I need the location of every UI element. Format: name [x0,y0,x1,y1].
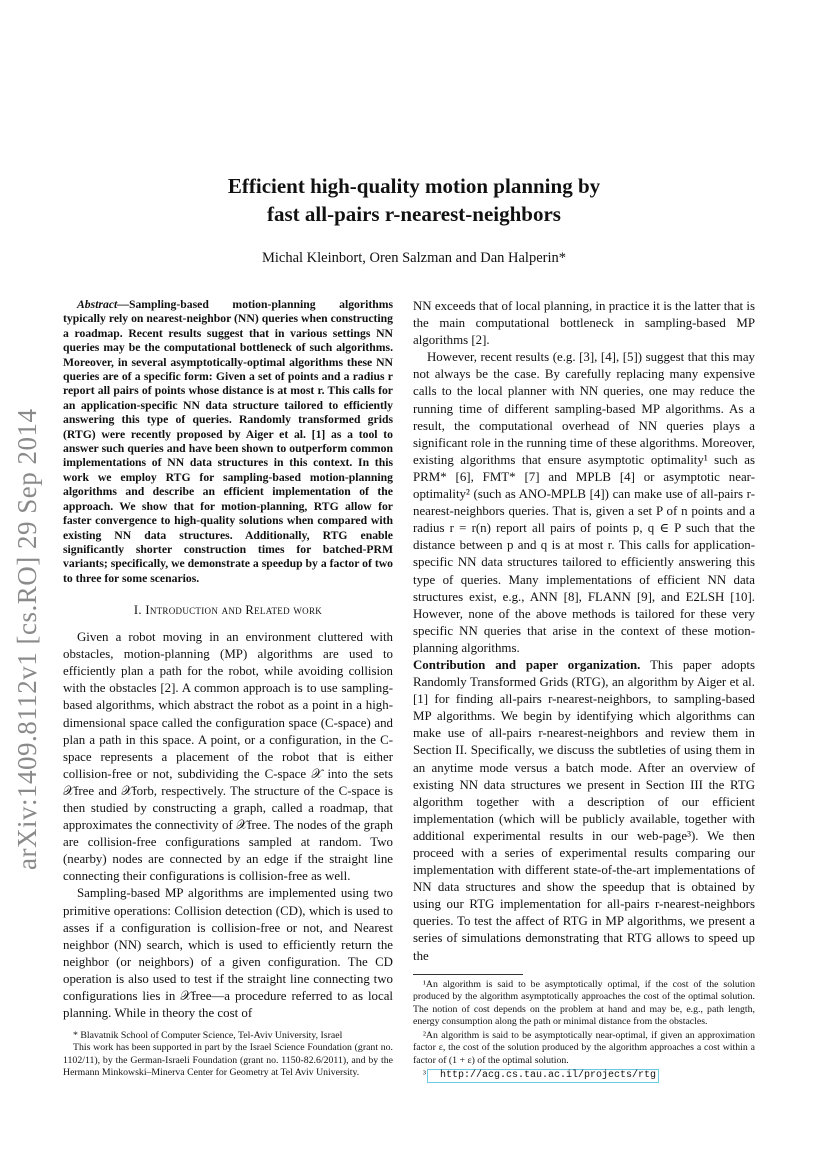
footnote-3-mark: ³ [423,1069,426,1081]
right-paragraph-2: However, recent results (e.g. [3], [4], [5]) suggest that this may not always be the case. By carefully replacing many expensive calls to the local planner with NN queries, one may reduce the running time of different sampling-based MP algorithms. As a result, the computational overhead of NN queries plays a significant role in the running time of these algorithms. Moreover, existing algorithms that ensure asymptotic optimality¹ such as PRM* [6], FMT* [7] and MPLB [4] or asymptotic near-optimality² (such as ANO-MPLB [4]) can make use of all-pairs r-nearest-neighbors queries. That is, given a set P of n points and a radius r = r(n) report all pairs of points p, q ∈ P such that the distance between p and q is at most r. This calls for application-specific NN data structures tailored to efficiently answering this type of queries. Many implementations of efficient NN data structures exist, e.g., ANN [8], FLANN [9], and E2LSH [10]. However, none of the above methods is tailored for these very specific NN queries that arise in the context of these motion-planning algorithms. [413,350,755,655]
left-column [63,298,393,1022]
intro-paragraph-2: Sampling-based MP algorithms are implemented using two primitive operations: Collision detection (CD), which is used to asses if a configuration is collision-free or not, and Nearest neighbor (NN) search, which is used to efficiently return the neighbor (or neighbors) of a given configuration. The CD operation is also used to test if the straight line connecting two configurations lies in 𝒳free—a procedure referred to as local planning. While in theory the cost of [63,886,393,1021]
footnote-1: ¹An algorithm is said to be asymptotically optimal, if the cost of the solution produced by the algorithm asymptotically approaches the cost of the optimal solution. The notion of cost depends on the problem at hand and may be, e.g., path length, energy consumption along the path or minimal distance from the obstacles. [413,979,755,1027]
affiliation-footnote [63,1030,393,1079]
abstract-text: Sampling-based motion-planning algorithms typically rely on nearest-neighbor (NN) queries when constructing a roadmap. Recent results suggest that in various settings NN queries may be the computational bottleneck of such algorithms. Moreover, in several asymptotically-optimal algorithms these NN queries are of a specific form: Given a set of points and a radius r report all pairs of points whose distance is at most r. This calls for an application-specific NN data structure tailored to efficiently answering this type of queries. Randomly transformed grids (RTG) were recently proposed by Aiger et al. [1] as a tool to answer such queries and have been shown to outperform common implementations of NN data structures in this context. In this work we employ RTG for sampling-based motion-planning algorithms and describe an efficient implementation of the approach. We show that for motion-planning, RTG allow for faster convergence to high-quality solutions when compared with existing NN data structures. Additionally, RTG enable significantly shorter construction times for batched-PRM variants; specifically, we demonstrate a speedup by a factor of two to three for some scenarios. [63,298,393,585]
abstract-lead: Abstract— [77,298,129,311]
footnote-3 [413,1069,755,1083]
intro-paragraph-1: Given a robot moving in an environment cluttered with obstacles, motion-planning (MP) algorithms are used to efficiently plan a path for the robot, while avoiding collision with the obstacles [2]. A common approach is to use sampling-based algorithms, which abstract the robot as a point in a high-dimensional space called the configuration space (C-space) and plan a path in this space. A point, or a configuration, in the C-space represents a placement of the robot that is either collision-free or not, subdividing the C-space 𝒳 into the sets 𝒳free and 𝒳forb, respectively. The structure of the C-space is then studied by constructing a graph, called a roadmap, that approximates the connectivity of 𝒳free. The nodes of the graph are collision-free configurations sampled at random. Two (nearby) nodes are connected by an edge if the straight line connecting their configurations is collision-free as well. [63,630,393,884]
title-line-1: Efficient high-quality motion planning by [227,174,601,198]
contribution-paragraph [413,657,755,965]
footnote-rule [413,974,523,975]
right-paragraph-1: NN exceeds that of local planning, in practice it is the latter that is the main computational bottleneck in sampling-based MP algorithms [2]. [413,299,755,348]
section-title: Introduction and Related work [145,603,323,618]
title-line-2: fast all-pairs r-nearest-neighbors [267,202,561,226]
author-list: Michal Kleinbort, Oren Salzman and Dan Halperin* [261,250,566,266]
contribution-lead: Contribution and paper organization. [413,657,641,672]
right-footnotes [413,974,755,1085]
section-number: I. [133,603,142,618]
paper-title [140,172,688,228]
affiliation-text: * Blavatnik School of Computer Science, Tel-Aviv University, Israel [73,1030,343,1041]
funding-text: This work has been supported in part by the Israel Science Foundation (grant no. 1102/11), by the German-Israeli Foundation (grant no. 1150-82.6/2011), and by the Hermann Minkowski–Minerva Center for Geometry at Tel Aviv University. [63,1042,393,1078]
footnote-2: ²An algorithm is said to be asymptotically near-optimal, if given an approximation factor ε, the cost of the solution produced by the algorithm approaches a cost within a factor of (1 + ε) of the optimal solution. [413,1030,755,1066]
arxiv-identifier: arXiv:1409.8112v1 [cs.RO] 29 Sep 2014 [12,408,42,870]
section-heading [63,602,393,619]
intro-body [63,629,393,1022]
project-url-link[interactable]: http://acg.cs.tau.ac.il/projects/rtg [427,1069,659,1083]
contribution-text: This paper adopts Randomly Transformed Grids (RTG), an algorithm by Aiger et al. [1] for finding all-pairs r-nearest-neighbors, to sampling-based MP algorithms. We begin by identifying which algorithms can make use of all-pairs r-nearest-neighbors and review them in Section II. Specifically, we discuss the subtleties of using them in an anytime mode versus a batch mode. After an overview of existing NN data structures we present in Section III the RTG algorithm together with a description of our efficient implementation (which will be publicly available, together with additional experimental results in our web-page³). We then proceed with a series of experimental results comparing our implementation with different state-of-the-art implementations of NN data structures and show the speedup that is obtained by using our RTG implementation for all-pairs r-nearest-neighbors queries. To test the affect of RTG in MP algorithms, we present a series of simulations demonstrating that RTG allows to speed up the [413,657,755,963]
abstract [63,298,393,586]
right-column [413,298,755,965]
